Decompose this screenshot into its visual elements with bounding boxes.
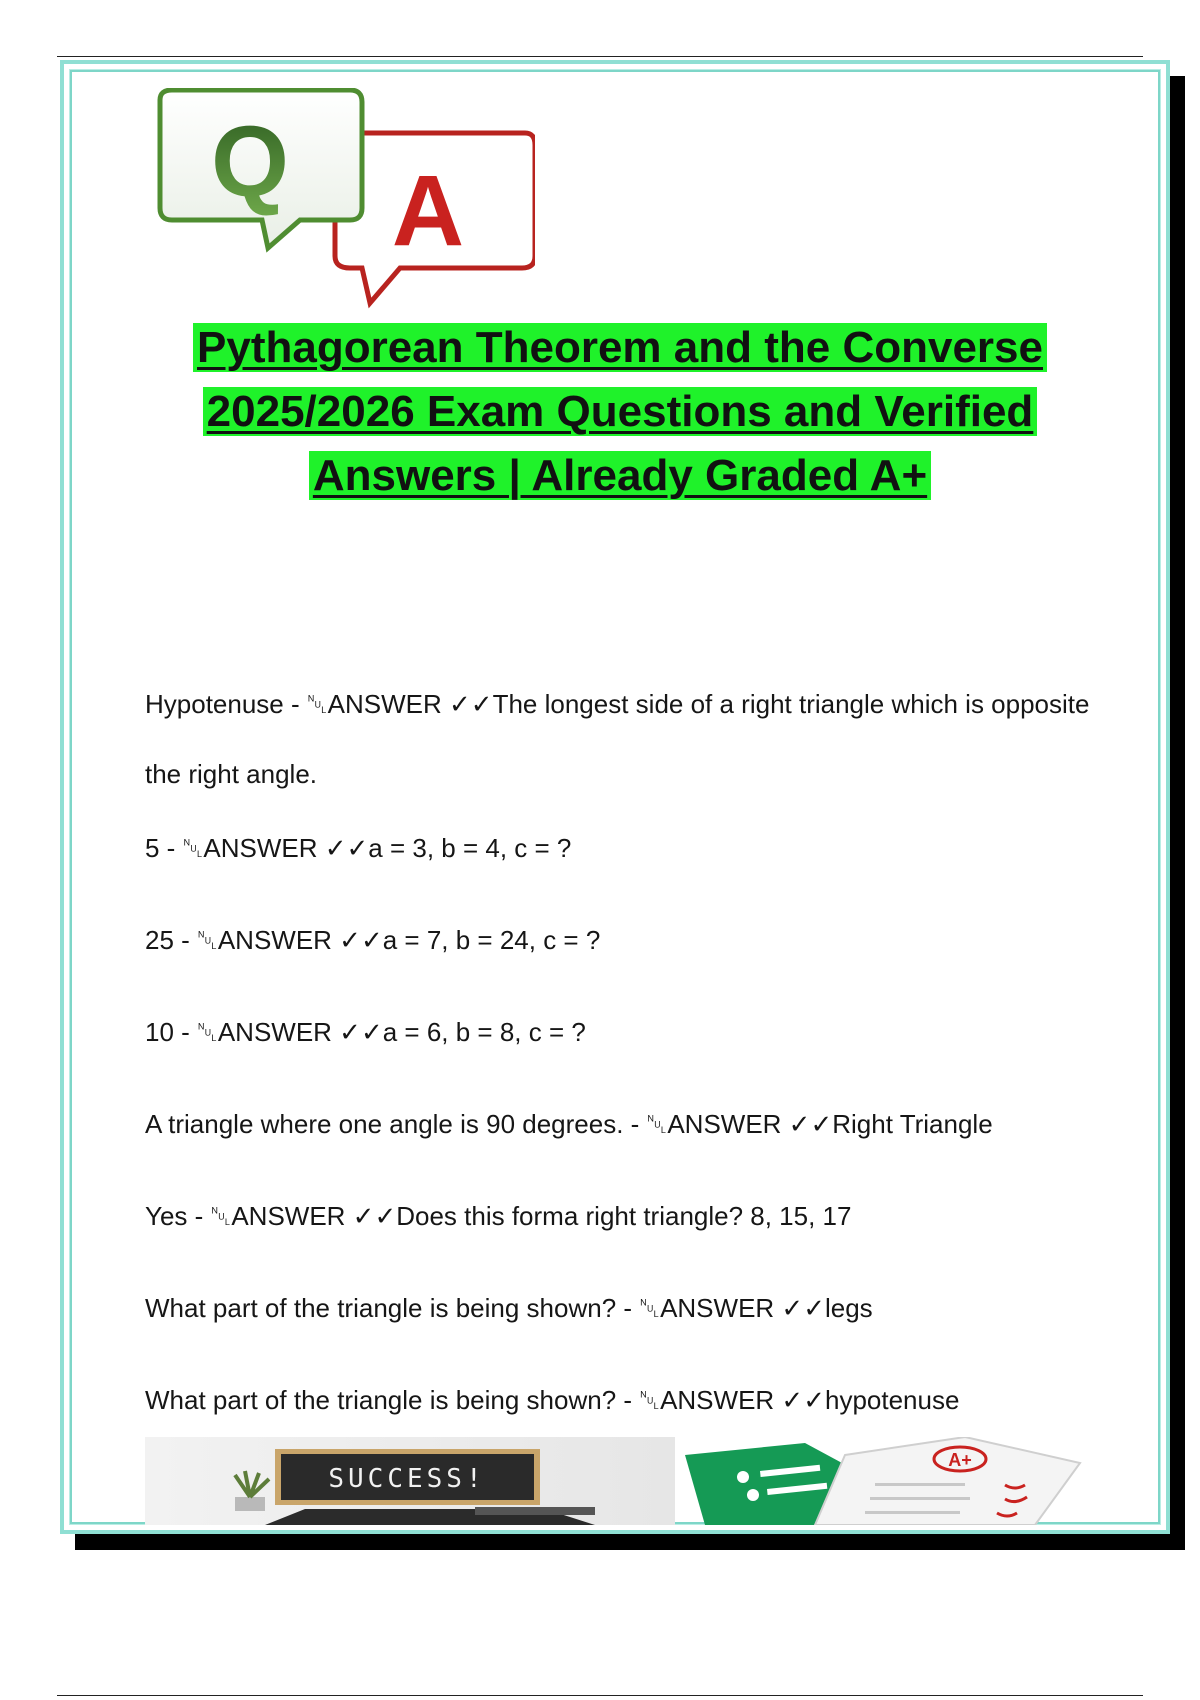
svg-text:Q: Q	[211, 106, 289, 218]
qa-item: What part of the triangle is being shown? - ␀ANSWER ✓✓hypotenuse	[145, 1385, 960, 1415]
top-rule	[57, 56, 1143, 57]
bottom-rule	[57, 1695, 1143, 1696]
qa-item: 25 - ␀ANSWER ✓✓a = 7, b = 24, c = ?	[145, 925, 601, 955]
svg-text:A+: A+	[948, 1450, 972, 1470]
qa-item: 10 - ␀ANSWER ✓✓a = 6, b = 8, c = ?	[145, 1017, 586, 1047]
qa-item: A triangle where one angle is 90 degrees. - ␀ANSWER ✓✓Right Triangle	[145, 1109, 993, 1139]
qa-item: Hypotenuse - ␀ANSWER ✓✓The longest side of a right triangle which is opposite the right angle.	[145, 689, 1090, 789]
title-line-1: Pythagorean Theorem and the Converse	[193, 323, 1047, 372]
graded-paper-icon	[815, 1437, 1080, 1525]
a-bubble-icon	[334, 133, 535, 303]
svg-text:SUCCESS!: SUCCESS!	[328, 1464, 486, 1494]
qa-item: Yes - ␀ANSWER ✓✓Does this forma right triangle? 8, 15, 17	[145, 1201, 852, 1231]
chalkboard-icon	[275, 1449, 540, 1505]
document-title	[140, 316, 1100, 508]
qa-list	[145, 685, 1095, 1473]
qa-logo	[150, 88, 535, 313]
success-banner-image	[145, 1437, 1095, 1525]
qa-item: 5 - ␀ANSWER ✓✓a = 3, b = 4, c = ?	[145, 833, 572, 863]
qa-item: What part of the triangle is being shown? - ␀ANSWER ✓✓legs	[145, 1293, 873, 1323]
title-line-3: Answers | Already Graded A+	[309, 451, 931, 500]
q-bubble-icon	[160, 90, 362, 248]
title-line-2: 2025/2026 Exam Questions and Verified	[203, 387, 1038, 436]
svg-text:A: A	[391, 155, 465, 267]
